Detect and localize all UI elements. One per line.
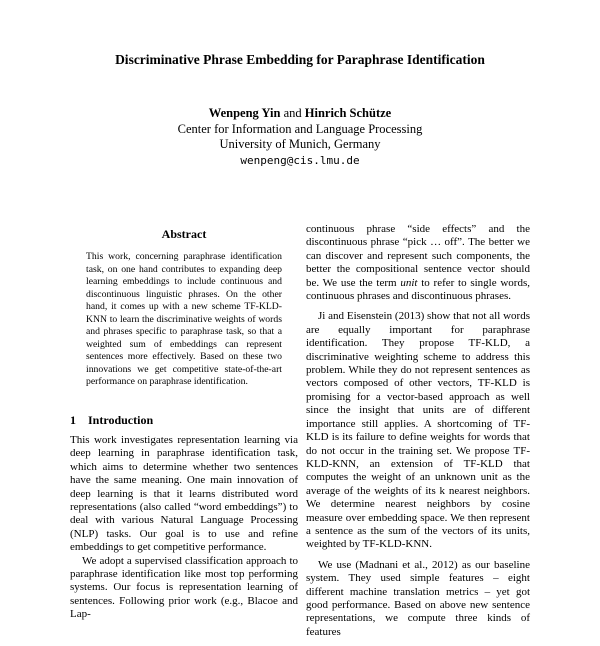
paragraph-text: continuous phrase “side effects” and the discontinuous phrase “pick … off”. The better we can discover and represent such components, the better the compositional sentence vector should be. We use the term	[306, 223, 530, 289]
section-heading-introduction	[70, 413, 153, 428]
abstract-text: This work, concerning paraphrase identification task, on one hand contributes to expanding deep learning embeddings to include continuous and discontinuous linguistic phrases. On the other hand, it comes up with a new scheme TF-KLD-KNN to learn the discriminative weights of words and phrases specific to paraphrase task, so that a weighted sum of embeddings can represent sentences more effectively. Based on these two innovations we get competitive state-of-the-art performance on paraphrase identification.	[86, 251, 282, 387]
section-number: 1	[70, 413, 76, 427]
paragraph: We adopt a supervised classification approach to paraphrase identification like most top performing systems. Our focus is representation learning of sentences. Following prior work (e.g., Blacoe and Lap-	[70, 554, 298, 621]
paragraph: This work investigates representation learning via deep learning in paraphrase identification task, which aims to determine whether two sentences have the same meaning. One main innovation of deep learning is that it learns distributed word representations (also called “word embeddings”) to deal with various Natural Language Processing (NLP) tasks. Our goal is to use and refine embeddings to get competitive performance.	[70, 434, 298, 554]
author-line	[0, 106, 600, 122]
paragraph: We use (Madnani et al., 2012) as our baseline system. They used simple features – eight different machine translation metrics – yet got good performance. Based on above new sentence representations, we compute three kinds of features	[306, 558, 530, 638]
author-block	[0, 106, 600, 168]
author-name: Hinrich Schütze	[304, 106, 392, 120]
paragraph-text: to refer to single words, continuous phrases and discontinuous phrases.	[306, 276, 531, 303]
author-email[interactable]: wenpeng@cis.lmu.de	[240, 153, 360, 167]
affiliation-line: Center for Information and Language Processing	[177, 121, 423, 136]
section-title: Introduction	[88, 413, 154, 427]
emphasis-term: unit	[400, 276, 418, 289]
abstract-heading: Abstract	[161, 227, 207, 241]
right-column-body	[306, 223, 530, 646]
paper-title: Discriminative Phrase Embedding for Paraphrase Identification	[115, 52, 485, 67]
paragraph	[306, 223, 530, 303]
affiliation-line: University of Munich, Germany	[219, 137, 381, 151]
author-name: Wenpeng Yin	[208, 106, 281, 120]
left-column-body	[70, 434, 298, 622]
author-conjunction: and	[283, 106, 302, 120]
paragraph: Ji and Eisenstein (2013) show that not all words are equally important for paraphrase identification. They propose TF-KLD, a discriminative weighting scheme to address this problem. While they do not represent sentences as vectors composed of other vectors, TF-KLD is promising for a vector-based approach as well since the insight that units are of different importance still applies. A shortcoming of TF-KLD is its failure to define weights for words that do not occur in the training set. We propose TF-KLD-KNN, an extension of TF-KLD that computes the weight of an unknown unit as the average of the weights of its k nearest neighbors. We determine nearest neighbors by cosine measure over embedding space. We then represent a sentence as the sum of the vectors of its units, weighted by TF-KLD-KNN.	[306, 310, 530, 551]
